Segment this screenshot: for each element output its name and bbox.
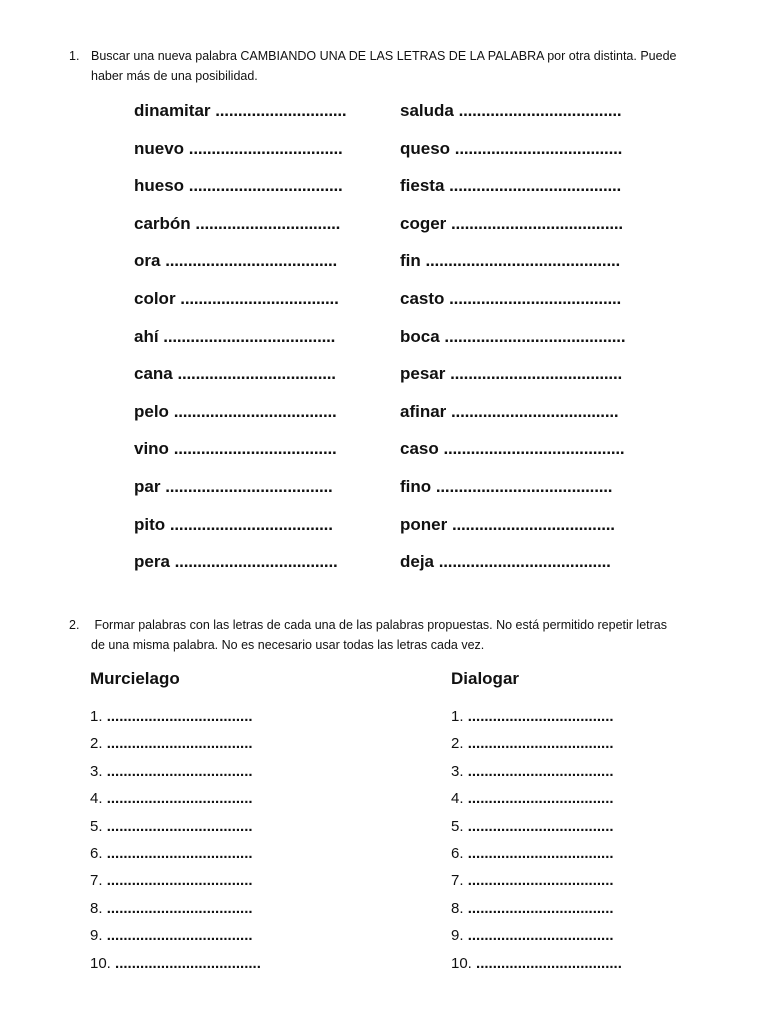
answer-number: 9. bbox=[451, 927, 464, 945]
word-label: nuevo bbox=[134, 138, 185, 158]
word-row-right bbox=[400, 287, 621, 311]
answer-number: 10. bbox=[90, 954, 111, 972]
word-row-right bbox=[400, 137, 622, 161]
word-row-right bbox=[400, 362, 622, 386]
word-label: fiesta bbox=[400, 176, 445, 196]
exercise-2-number: 2. bbox=[69, 618, 80, 632]
word-row-left bbox=[134, 174, 343, 198]
word-row-right bbox=[400, 550, 611, 574]
answer-row-murcielago bbox=[90, 926, 253, 946]
word-row-right bbox=[400, 249, 620, 273]
answer-blank[interactable]: ..................................... bbox=[454, 138, 623, 158]
word-row-right bbox=[400, 212, 623, 236]
word-label: pera bbox=[134, 552, 170, 572]
answer-blank[interactable]: .................................... bbox=[451, 514, 615, 534]
answer-number: 9. bbox=[90, 927, 103, 945]
answer-blank[interactable]: ................................... bbox=[106, 817, 253, 835]
answer-number: 7. bbox=[90, 872, 103, 890]
answer-blank[interactable]: ................................... bbox=[106, 899, 253, 917]
answer-blank[interactable]: ................................... bbox=[106, 790, 253, 808]
answer-number: 6. bbox=[451, 845, 464, 862]
answer-row-dialogar bbox=[451, 926, 614, 946]
answer-row-murcielago bbox=[90, 789, 253, 809]
word-row-left bbox=[134, 212, 340, 236]
answer-blank[interactable]: ...................................... bbox=[165, 251, 338, 271]
answer-row-murcielago bbox=[90, 899, 253, 919]
word-label: dinamitar bbox=[134, 101, 211, 120]
answer-blank[interactable]: ............................. bbox=[215, 101, 347, 120]
answer-row-dialogar bbox=[451, 899, 614, 919]
word-row-right bbox=[400, 325, 625, 349]
word-label: hueso bbox=[134, 176, 185, 196]
exercise-1-text-line-2: haber más de una posibilidad. bbox=[91, 69, 258, 83]
answer-blank[interactable]: ...................................... bbox=[438, 552, 611, 572]
answer-blank[interactable]: ................................... bbox=[467, 762, 614, 780]
exercise-2-text bbox=[91, 615, 731, 655]
answer-row-murcielago bbox=[90, 734, 253, 754]
answer-number: 3. bbox=[451, 762, 464, 780]
answer-blank[interactable]: ................................... bbox=[106, 845, 253, 862]
word-label: boca bbox=[400, 326, 440, 346]
answer-blank[interactable]: ................................... bbox=[467, 899, 614, 917]
word-label: queso bbox=[400, 138, 451, 158]
answer-blank[interactable]: ....................................... bbox=[435, 477, 613, 496]
answer-number: 5. bbox=[451, 817, 464, 835]
word-label: pito bbox=[134, 514, 166, 534]
answer-blank[interactable]: ........................................ bbox=[443, 439, 625, 459]
answer-blank[interactable]: .................................... bbox=[173, 401, 337, 421]
word-label: saluda bbox=[400, 101, 454, 120]
word-row-right bbox=[400, 400, 618, 424]
word-label: caso bbox=[400, 439, 439, 459]
answer-number: 8. bbox=[451, 899, 464, 917]
word-label: vino bbox=[134, 439, 169, 459]
answer-blank[interactable]: ................................... bbox=[467, 708, 614, 725]
word-row-right bbox=[400, 437, 624, 461]
word-row-left bbox=[134, 99, 346, 123]
word-label: fino bbox=[400, 477, 432, 496]
word-row-left bbox=[134, 249, 337, 273]
answer-blank[interactable]: .................................. bbox=[188, 138, 343, 158]
word-label: fin bbox=[400, 251, 421, 271]
answer-number: 3. bbox=[90, 762, 103, 780]
word-label: casto bbox=[400, 289, 445, 308]
answer-number: 4. bbox=[90, 790, 103, 808]
answer-blank[interactable]: ........................................ bbox=[444, 326, 626, 346]
word-row-right bbox=[400, 99, 621, 123]
answer-blank[interactable]: ................................... bbox=[177, 364, 336, 384]
answer-blank[interactable]: ................................... bbox=[106, 762, 253, 780]
word-label: poner bbox=[400, 514, 448, 534]
answer-row-murcielago bbox=[90, 762, 253, 782]
word-row-right bbox=[400, 174, 621, 198]
word-label: color bbox=[134, 289, 176, 308]
answer-blank[interactable]: ................................... bbox=[476, 954, 622, 972]
answer-row-dialogar bbox=[451, 707, 614, 727]
word-label: pelo bbox=[134, 401, 169, 421]
answer-row-murcielago bbox=[90, 954, 261, 974]
answer-number: 8. bbox=[90, 899, 103, 917]
answer-blank[interactable]: ...................................... bbox=[449, 289, 622, 308]
answer-blank[interactable]: ..................................... bbox=[451, 401, 619, 421]
answer-row-dialogar bbox=[451, 954, 622, 974]
answer-number: 10. bbox=[451, 954, 472, 972]
answer-blank[interactable]: ................................... bbox=[115, 954, 261, 972]
answer-blank[interactable]: .................................... bbox=[173, 439, 337, 459]
answer-blank[interactable]: .................................... bbox=[458, 101, 622, 120]
word-row-left bbox=[134, 437, 337, 461]
exercise-1-text-line-1: Buscar una nueva palabra CAMBIANDO UNA DE LAS LETRAS DE LA PALABRA por otra distinta. Puede bbox=[91, 49, 677, 63]
answer-number: 6. bbox=[90, 845, 103, 862]
word-label: coger bbox=[400, 213, 447, 233]
word-label: carbón bbox=[134, 213, 191, 233]
word-label: ahí bbox=[134, 326, 159, 346]
answer-row-dialogar bbox=[451, 817, 614, 837]
answer-number: 2. bbox=[451, 735, 464, 753]
answer-blank[interactable]: ................................... bbox=[106, 927, 253, 945]
list-title-dialogar: Dialogar bbox=[451, 669, 520, 688]
answer-row-dialogar bbox=[451, 734, 614, 754]
answer-blank[interactable]: ................................ bbox=[195, 213, 341, 233]
answer-row-murcielago bbox=[90, 707, 253, 727]
answer-row-dialogar bbox=[451, 844, 614, 864]
word-label: pesar bbox=[400, 364, 446, 384]
word-row-right bbox=[400, 513, 615, 537]
word-row-left bbox=[134, 475, 333, 499]
answer-blank[interactable]: ................................... bbox=[467, 845, 614, 862]
exercise-1-text bbox=[91, 46, 721, 86]
list-title-murcielago: Murcielago bbox=[90, 669, 180, 688]
answer-blank[interactable]: ........................................... bbox=[425, 251, 621, 271]
word-row-left bbox=[134, 550, 338, 574]
exercise-1-number: 1. bbox=[69, 49, 80, 63]
word-row-left bbox=[134, 400, 337, 424]
answer-blank[interactable]: ................................... bbox=[467, 790, 614, 808]
answer-blank[interactable]: ................................... bbox=[467, 872, 614, 890]
answer-blank[interactable]: ................................... bbox=[467, 735, 614, 753]
word-row-left bbox=[134, 137, 343, 161]
answer-row-murcielago bbox=[90, 844, 253, 864]
answer-blank[interactable]: ................................... bbox=[180, 289, 339, 308]
exercise-2-text-line-1: Formar palabras con las letras de cada una de las palabras propuestas. No está permitido repetir letras bbox=[91, 618, 667, 632]
answer-number: 1. bbox=[451, 708, 464, 725]
word-label: ora bbox=[134, 251, 161, 271]
answer-blank[interactable]: ...................................... bbox=[163, 326, 336, 346]
word-row-left bbox=[134, 513, 333, 537]
answer-number: 7. bbox=[451, 872, 464, 890]
exercise-2-text-line-2: de una misma palabra. No es necesario usar todas las letras cada vez. bbox=[91, 638, 485, 652]
answer-row-dialogar bbox=[451, 789, 614, 809]
answer-number: 2. bbox=[90, 735, 103, 753]
word-row-left bbox=[134, 287, 339, 311]
word-label: cana bbox=[134, 364, 173, 384]
answer-row-murcielago bbox=[90, 871, 253, 891]
answer-blank[interactable]: ................................... bbox=[467, 817, 614, 835]
answer-blank[interactable]: ...................................... bbox=[449, 176, 622, 196]
word-label: afinar bbox=[400, 401, 447, 421]
answer-number: 1. bbox=[90, 708, 103, 725]
word-row-left bbox=[134, 362, 336, 386]
answer-blank[interactable]: ................................... bbox=[106, 735, 253, 753]
word-row-left bbox=[134, 325, 335, 349]
answer-blank[interactable]: .................................. bbox=[188, 176, 343, 196]
word-label: deja bbox=[400, 552, 435, 572]
answer-blank[interactable]: ...................................... bbox=[450, 364, 622, 384]
answer-blank[interactable]: .................................... bbox=[174, 552, 338, 572]
answer-blank[interactable]: ...................................... bbox=[451, 213, 623, 233]
answer-blank[interactable]: ................................... bbox=[106, 708, 253, 725]
answer-number: 5. bbox=[90, 817, 103, 835]
word-label: par bbox=[134, 477, 161, 496]
answer-blank[interactable]: ................................... bbox=[106, 872, 253, 890]
answer-blank[interactable]: ................................... bbox=[467, 927, 614, 945]
answer-row-dialogar bbox=[451, 871, 614, 891]
answer-row-dialogar bbox=[451, 762, 614, 782]
answer-row-murcielago bbox=[90, 817, 253, 837]
answer-blank[interactable]: ..................................... bbox=[165, 477, 333, 496]
answer-blank[interactable]: .................................... bbox=[169, 514, 333, 534]
word-row-right bbox=[400, 475, 612, 499]
answer-number: 4. bbox=[451, 790, 464, 808]
